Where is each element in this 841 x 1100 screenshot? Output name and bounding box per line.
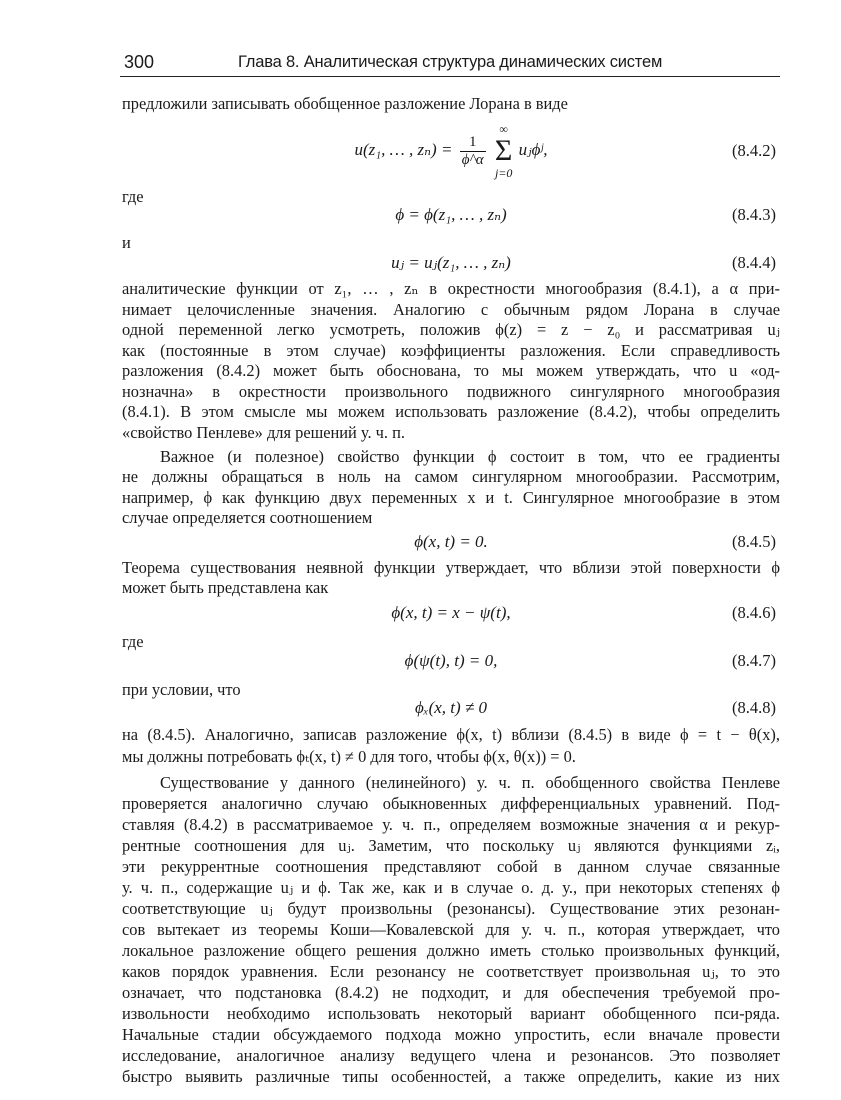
eq-842-denominator: ϕ^α <box>461 151 484 168</box>
label-provided: при условии, что <box>122 680 241 699</box>
equation-8-4-8 <box>122 696 780 720</box>
eq-848-number: (8.4.8) <box>732 698 776 717</box>
text-line: как (постоянные в этом случае) коэффициенты разложения. Если справедливость <box>122 341 780 360</box>
eq-844-formula: uⱼ = uⱼ(z₁, … , zₙ) <box>391 253 511 272</box>
eq-847-number: (8.4.7) <box>732 651 776 670</box>
label-where-1: где <box>122 187 144 206</box>
eq-842-rhs: uⱼϕʲ, <box>518 139 548 159</box>
text-line: разложения (8.4.2) может быть обоснована, то мы можем утверждать, что u «од- <box>122 361 780 380</box>
sum-upper-limit: ∞ <box>499 122 508 136</box>
eq-842-summation <box>495 122 512 180</box>
eq-842-number: (8.4.2) <box>732 141 776 160</box>
text-line: быстро выявить различные типы особенностей, а также определить, какие из них <box>122 1067 780 1086</box>
text-line: извольности необходимо использовать некоторый вариант обобщенного пси-ряда. <box>122 1004 780 1023</box>
running-header <box>120 50 780 77</box>
text-line: исследование, аналогичное анализу ведущего члена и резонансов. Это позволяет <box>122 1046 780 1065</box>
eq-843-number: (8.4.3) <box>732 205 776 224</box>
text-line: эти рекуррентные соотношения представляют собой в данном случае связанные <box>122 857 780 876</box>
text-line: проверяется аналогично случаю обыкновенных дифференциальных уравнений. Под- <box>122 794 780 813</box>
eq-842-lhs: u(z₁, … , zₙ) = <box>354 139 453 159</box>
text-line: мы должны потребовать ϕₜ(x, t) ≠ 0 для того, чтобы ϕ(x, θ(x)) = 0. <box>122 747 576 766</box>
text-line: (8.4.1). В этом смысле мы можем использовать разложение (8.4.2), чтобы определить <box>122 402 780 421</box>
text-line: сов вытекает из теоремы Коши—Ковалевской для у. ч. п., которая утверждает, что <box>122 920 780 939</box>
text-line: аналитические функции от z₁, … , zₙ в окрестности многообразия (8.4.1), а α при- <box>122 279 780 298</box>
text-line: например, ϕ как функцию двух переменных x и t. Сингулярное многообразие в этом <box>122 488 780 507</box>
chapter-title: Глава 8. Аналитическая структура динамических систем <box>238 53 663 71</box>
text-line: Теорема существования неявной функции утверждает, что вблизи этой поверхности ϕ <box>122 558 780 577</box>
label-and: и <box>122 233 131 252</box>
page-number: 300 <box>124 52 155 72</box>
text-line: означает, что подстановка (8.4.2) не подходит, и для обеспечения требуемой про- <box>122 983 780 1002</box>
equation-8-4-5 <box>122 530 780 554</box>
label-where-2: где <box>122 632 144 651</box>
text-line: ставляя (8.4.2) в рассматриваемое у. ч. п., определяем возможные значения α и рекур- <box>122 815 780 834</box>
eq-842-numerator: 1 <box>460 134 486 152</box>
text-line: Начальные стадии обсуждаемого подхода можно упростить, если вначале провести <box>122 1025 780 1044</box>
text-line: рентные соотношения для uⱼ. Заметим, что поскольку uⱼ являются функциями zᵢ, <box>122 836 780 855</box>
text-line: Существование у данного (нелинейного) у. ч. п. обобщенного свойства Пенлеве <box>160 773 780 792</box>
text-line: одной переменной легко усмотреть, положив ϕ(z) = z − z₀ и рассматривая uⱼ <box>122 320 780 339</box>
text-line: соответствующие uⱼ будут произвольны (резонансы). Существование этих резонан- <box>122 899 780 918</box>
text-line: на (8.4.5). Аналогично, записав разложение ϕ(x, t) вблизи (8.4.5) в виде ϕ = t − θ(x), <box>122 725 780 744</box>
equation-8-4-3 <box>122 203 780 227</box>
eq-843-formula: ϕ = ϕ(z₁, … , zₙ) <box>395 205 507 224</box>
equation-8-4-6 <box>122 601 780 625</box>
text-line: не должны обращаться в ноль на самом сингулярном многообразии. Рассмотрим, <box>122 467 780 486</box>
eq-848-formula: ϕₓ(x, t) ≠ 0 <box>414 698 488 717</box>
eq-845-number: (8.4.5) <box>732 532 776 551</box>
equation-8-4-4 <box>122 251 780 275</box>
sum-lower-limit: j=0 <box>494 166 513 180</box>
equation-8-4-7 <box>122 649 780 673</box>
sigma-symbol: Σ <box>494 134 513 167</box>
text-line: нозначна» в окрестности произвольного подвижного сингулярного многообразия <box>122 382 780 401</box>
text-line: может быть представлена как <box>122 578 329 597</box>
equation-8-4-2 <box>122 120 780 182</box>
eq-846-formula: ϕ(x, t) = x − ψ(t), <box>391 603 511 622</box>
text-line: каков порядок уравнения. Если резонансу не соответствует произвольная uⱼ, то это <box>122 962 780 981</box>
eq-842-fraction <box>460 134 486 169</box>
eq-844-number: (8.4.4) <box>732 253 776 272</box>
text-line: нимает целочисленные значения. Аналогию с обычным рядом Лорана в случае <box>122 300 780 319</box>
text-line: локальное разложение общего решения должно иметь столько произвольных функций, <box>122 941 780 960</box>
text-line: Важное (и полезное) свойство функции ϕ состоит в том, что ее градиенты <box>160 447 780 466</box>
text-line: у. ч. п., содержащие uⱼ и ϕ. Так же, как и в случае о. д. у., при некоторых степенях ϕ <box>122 878 780 897</box>
text-line: случае определяется соотношением <box>122 508 373 527</box>
eq-846-number: (8.4.6) <box>732 603 776 622</box>
intro-line: предложили записывать обобщенное разложение Лорана в виде <box>122 94 568 113</box>
eq-847-formula: ϕ(ψ(t), t) = 0, <box>404 651 498 670</box>
eq-845-formula: ϕ(x, t) = 0. <box>414 532 488 551</box>
text-line: «свойство Пенлеве» для решений у. ч. п. <box>122 423 405 442</box>
